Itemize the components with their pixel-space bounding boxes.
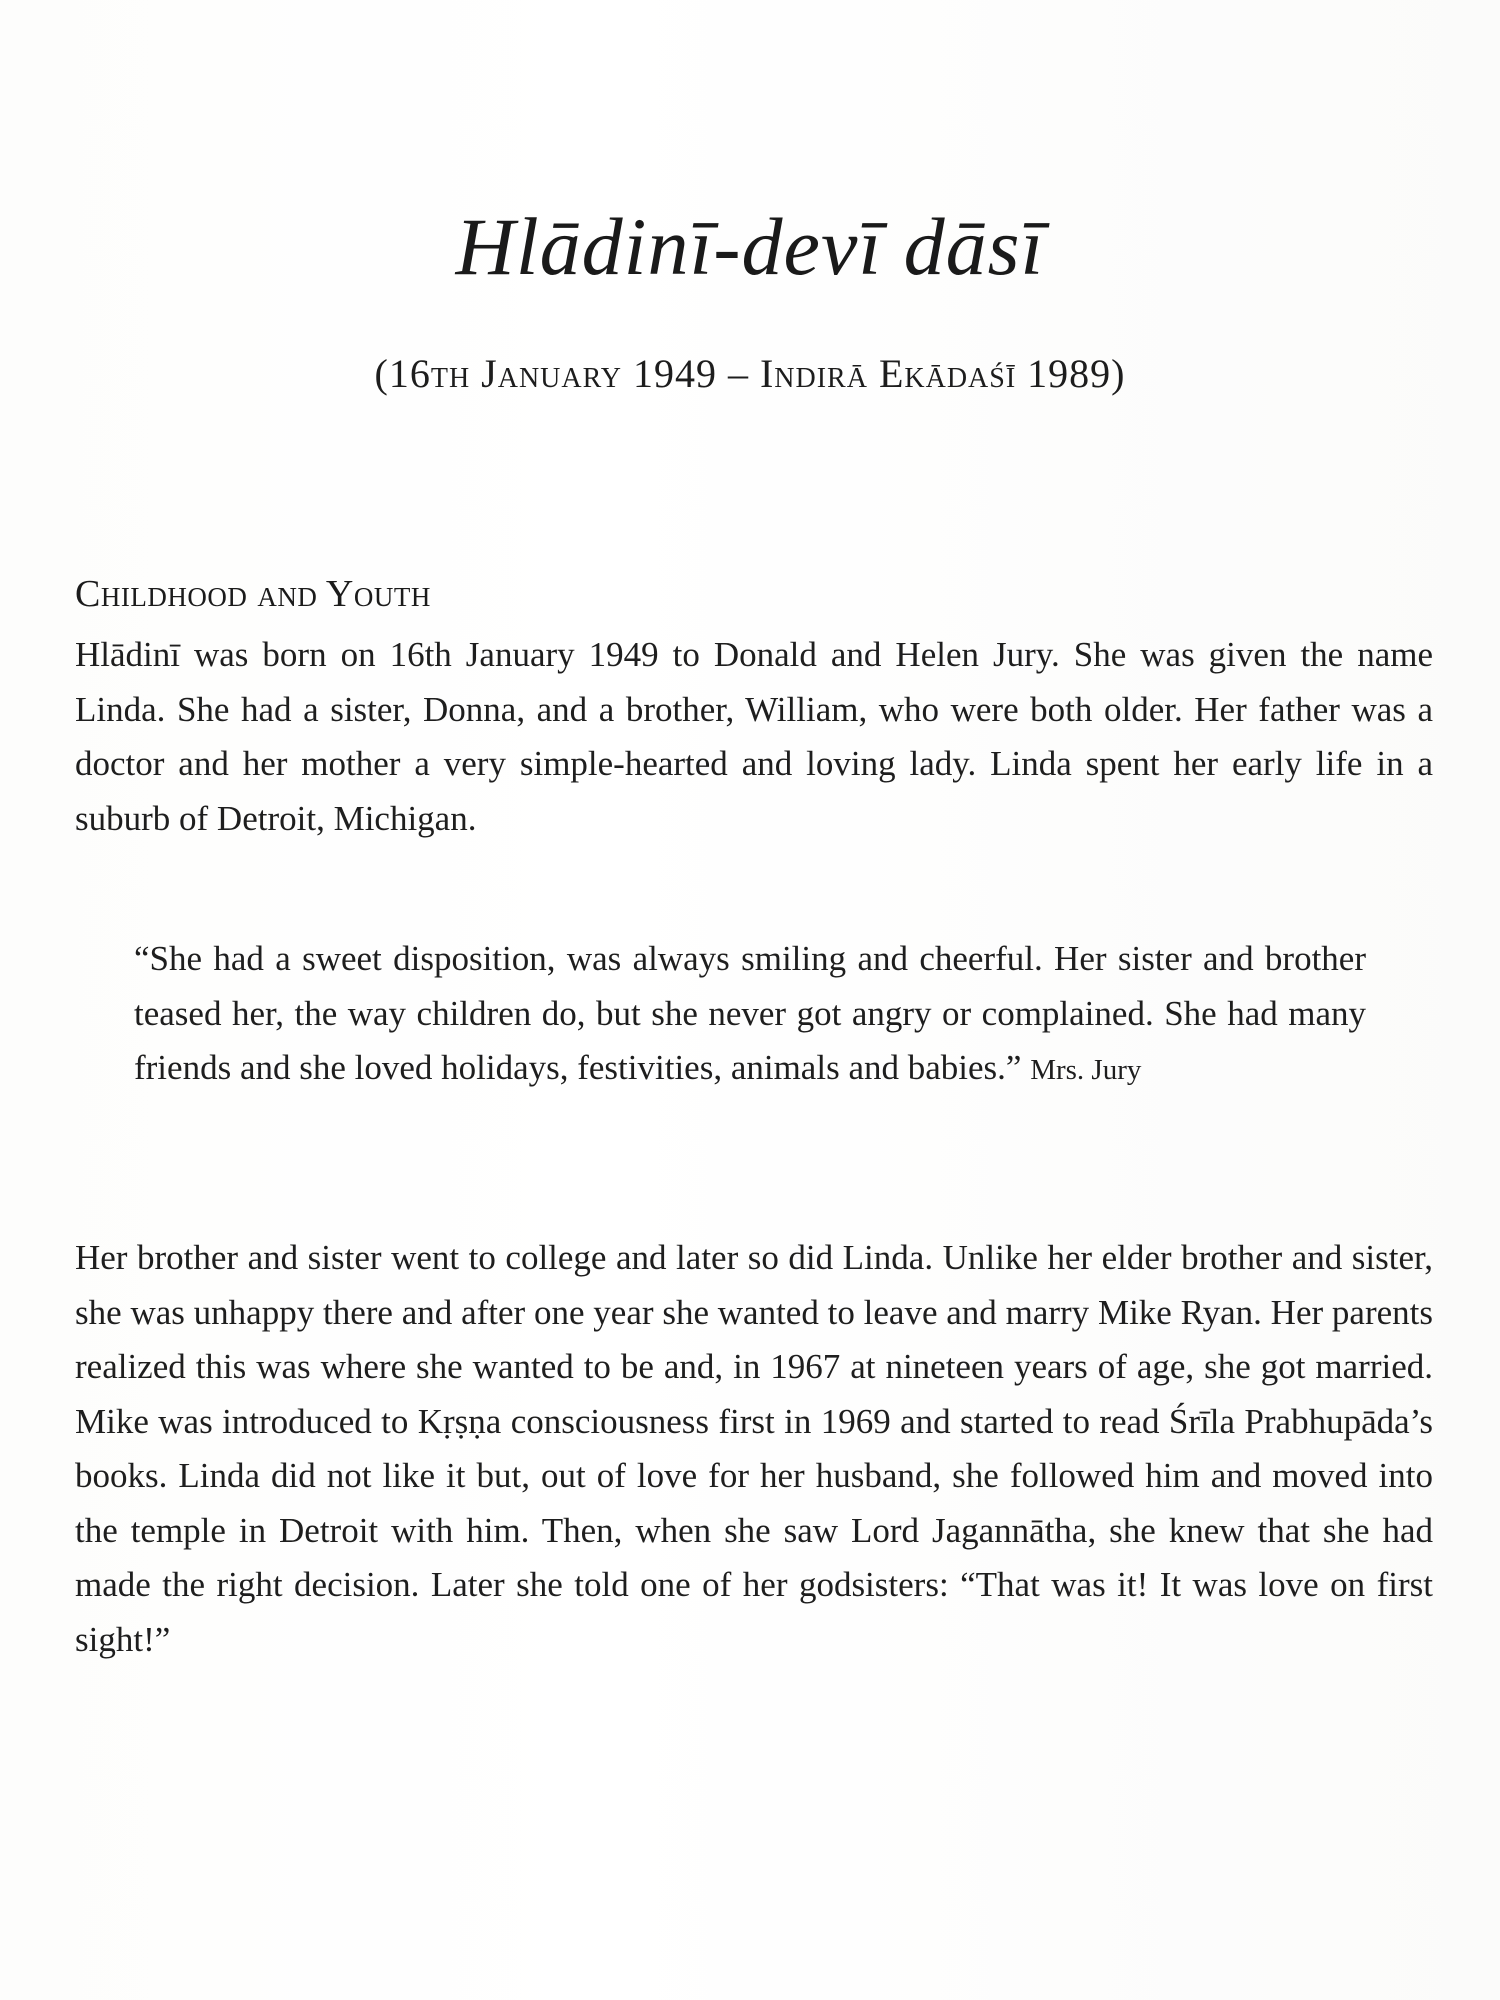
page-title: Hlādinī-devī dāsī bbox=[455, 201, 1045, 292]
body-paragraph-1: Hlādinī was born on 16th January 1949 to Donald and Helen Jury. She was given the name Linda. She had a sister, Donna, and a brother, William, who were both older. Her father was a doctor and her mother a very simple-hearted and loving lady. Linda spent her early life in a suburb of Detroit, Michigan. bbox=[75, 635, 1433, 838]
block-quote bbox=[134, 932, 1366, 1098]
quote-attribution: Mrs. Jury bbox=[1030, 1054, 1142, 1086]
quote-text: “She had a sweet disposition, was always smiling and cheerful. Her sister and brother teased her, the way children do, but she never got angry or complained. She had many friends and she loved holidays, festivities, animals and babies.” bbox=[134, 939, 1366, 1087]
section-heading: Childhood and Youth bbox=[75, 573, 431, 615]
life-dates-subtitle: (16th January 1949 – Indirā Ekādaśī 1989) bbox=[374, 351, 1126, 396]
body-paragraph-2: Her brother and sister went to college and later so did Linda. Unlike her elder brother and sister, she was unhappy there and after one year she wanted to leave and marry Mike Ryan. Her parents realized this was where she wanted to be and, in 1967 at nineteen years of age, she got married. Mike was introduced to Kṛṣṇa consciousness first in 1969 and started to read Śrīla Prabhupāda’s books. Linda did not like it but, out of love for her husband, she followed him and moved into the temple in Detroit with him. Then, when she saw Lord Jagannātha, she knew that she had made the right decision. Later she told one of her godsisters: “That was it! It was love on first sight!” bbox=[75, 1238, 1433, 1659]
